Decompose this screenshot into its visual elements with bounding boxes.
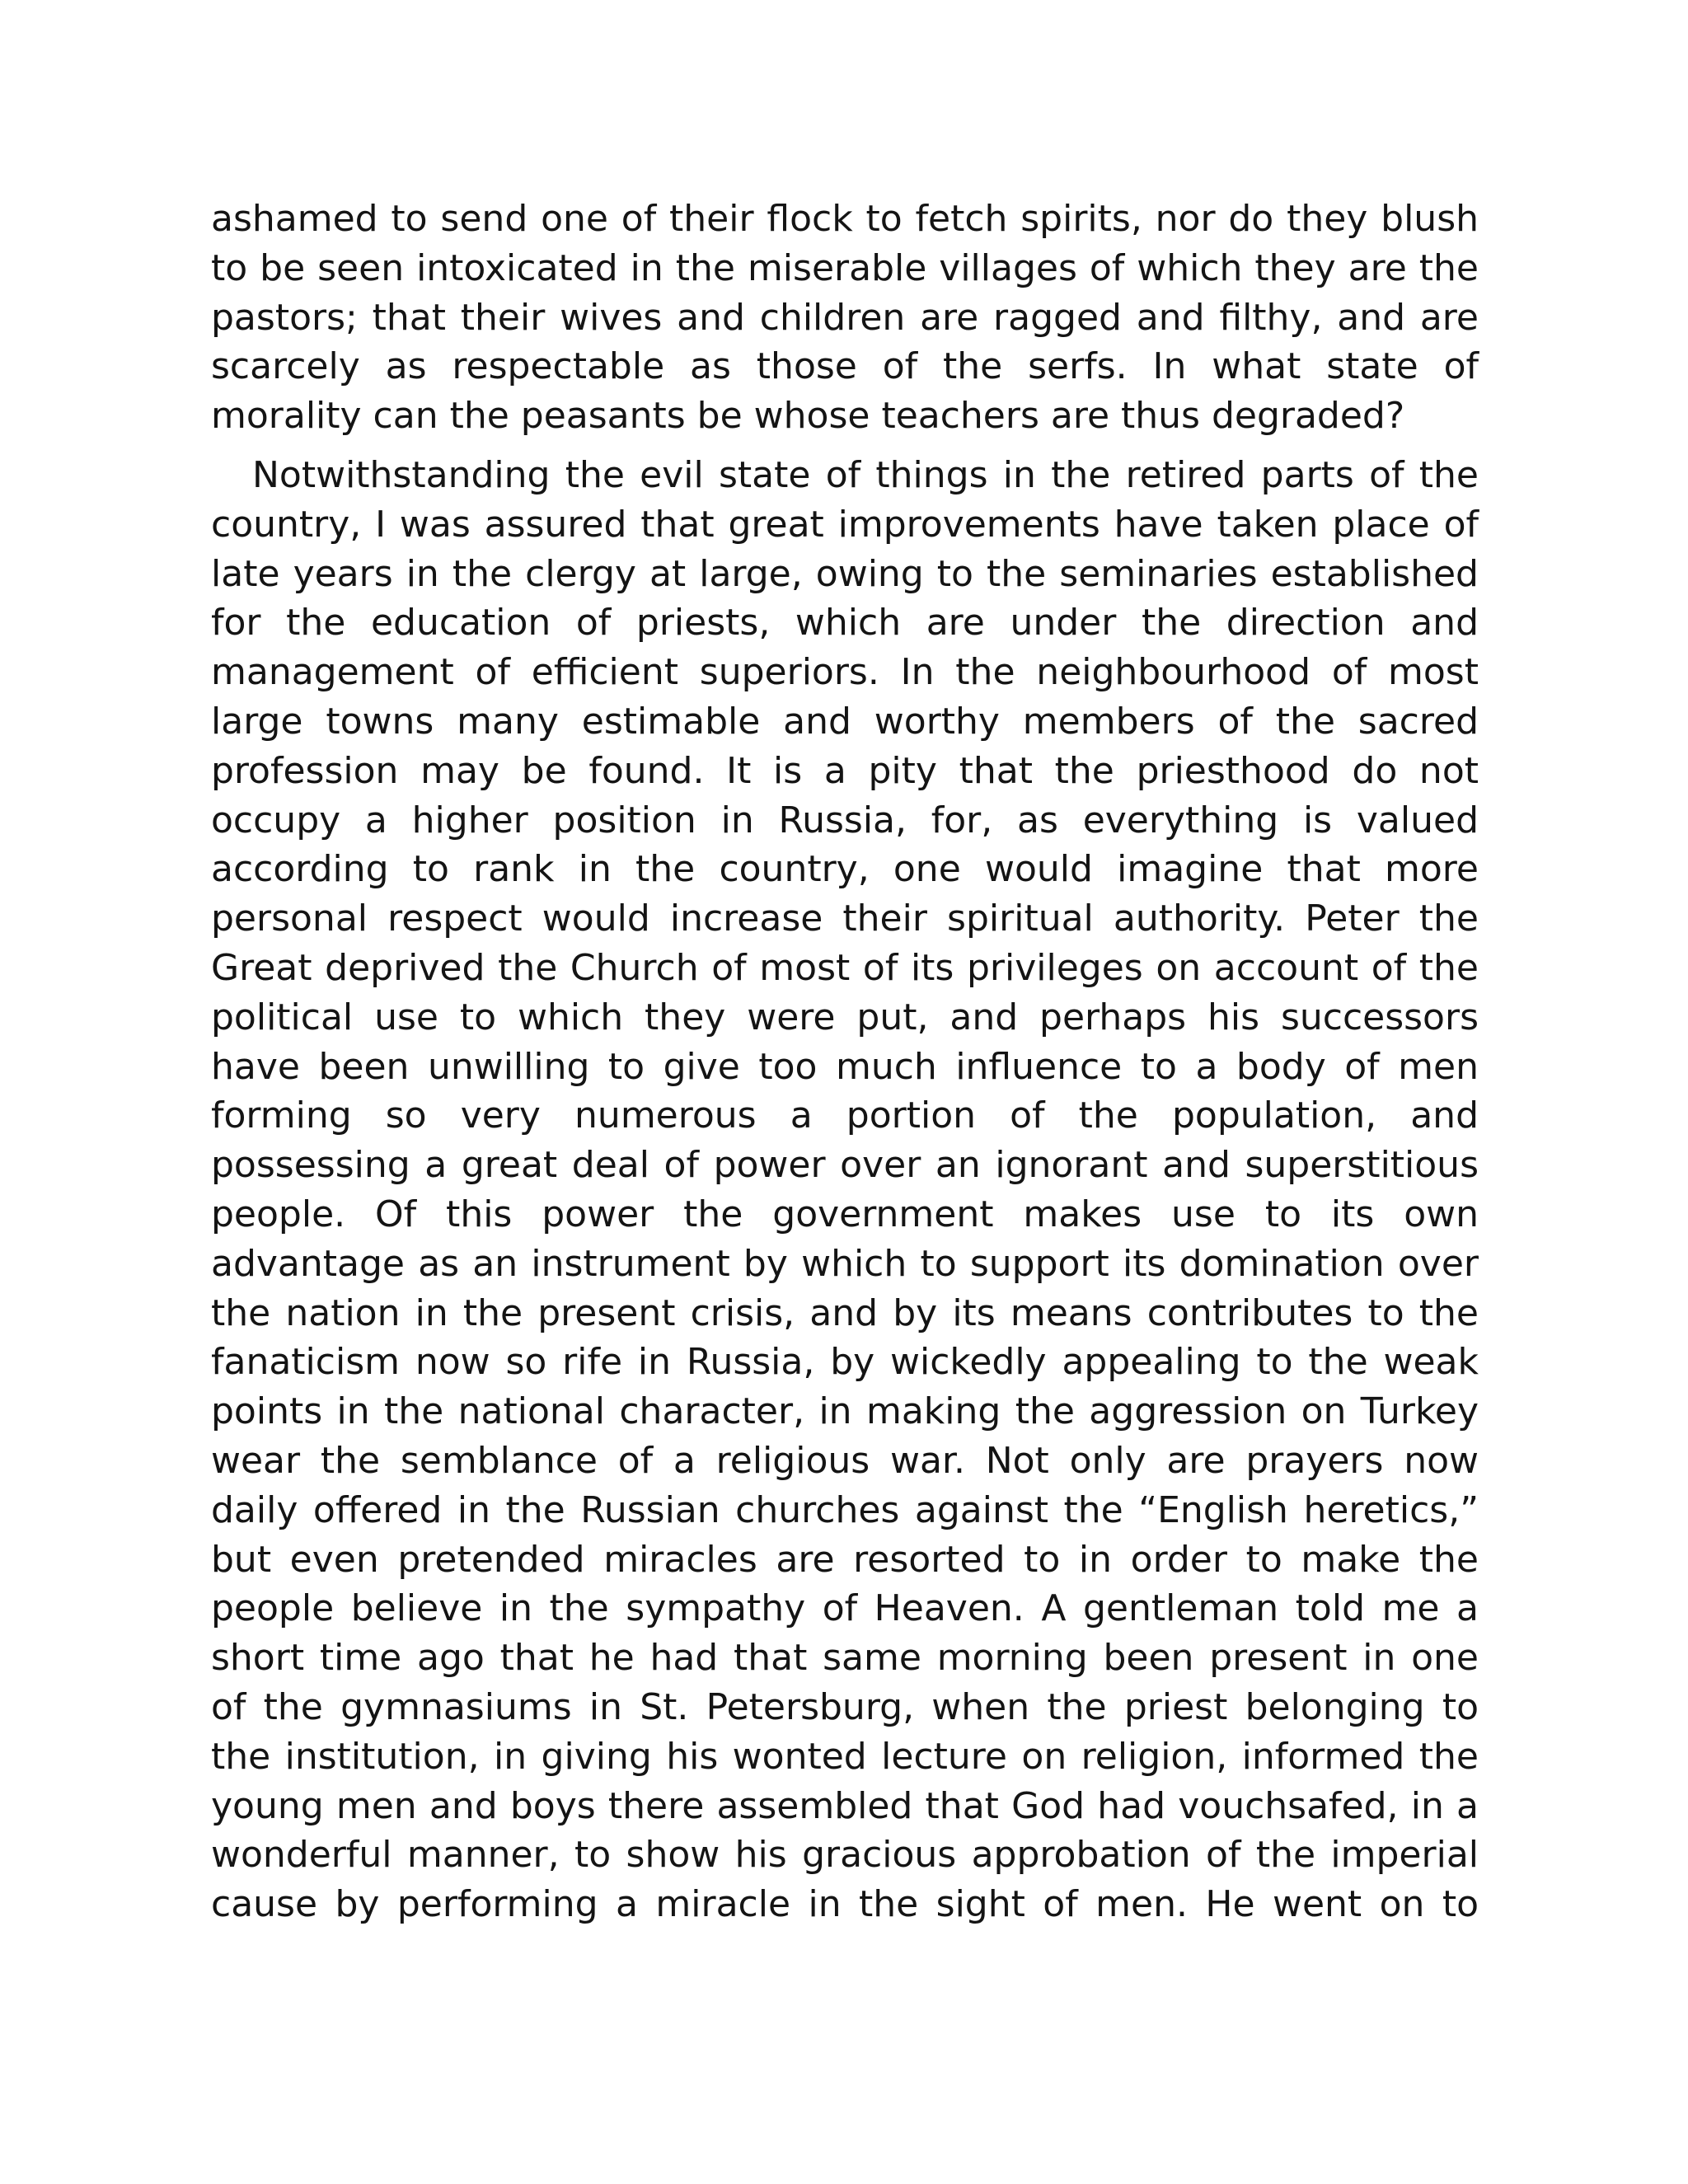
text-line: wonderful manner, to show his gracious approbation of the imperial <box>211 1834 1479 1877</box>
text-line: the institution, in giving his wonted lecture on religion, informed the <box>211 1735 1479 1778</box>
text-line: young men and boys there assembled that God had vouchsafed, in a <box>211 1784 1479 1827</box>
text-line: of the gymnasiums in St. Petersburg, when the priest belonging to <box>211 1685 1479 1728</box>
text-line: forming so very numerous a portion of the population, and <box>211 1094 1479 1137</box>
paragraph-continued <box>211 194 1479 441</box>
text-line: daily offered in the Russian churches against the “English heretics,” <box>211 1488 1479 1531</box>
text-line: the nation in the present crisis, and by its means contributes to the <box>211 1291 1479 1334</box>
text-line: fanaticism now so rife in Russia, by wickedly appealing to the weak <box>211 1341 1479 1384</box>
page-body <box>211 194 1479 1929</box>
text-line: scarcely as respectable as those of the serfs. In what state of <box>211 345 1479 388</box>
text-line: but even pretended miracles are resorted to in order to make the <box>211 1538 1479 1581</box>
text-line: political use to which they were put, and perhaps his successors <box>211 996 1479 1038</box>
text-line: personal respect would increase their spiritual authority. Peter the <box>211 898 1479 940</box>
text-line: pastors; that their wives and children are ragged and filthy, and are <box>211 296 1479 339</box>
text-line: management of efficient superiors. In the neighbourhood of most <box>211 651 1479 694</box>
text-line: to be seen intoxicated in the miserable villages of which they are the <box>211 246 1479 289</box>
text-line: wear the semblance of a religious war. Not only are prayers now <box>211 1439 1479 1482</box>
text-line: according to rank in the country, one would imagine that more <box>211 848 1479 891</box>
text-line: Notwithstanding the evil state of things in the retired parts of the <box>252 453 1479 496</box>
text-line: possessing a great deal of power over an ignorant and superstitious <box>211 1144 1479 1187</box>
text-line: for the education of priests, which are under the direction and <box>211 602 1479 644</box>
text-line: people. Of this power the government makes use to its own <box>211 1193 1479 1235</box>
text-line: country, I was assured that great improvements have taken place of <box>211 503 1479 546</box>
text-line: late years in the clergy at large, owing to the seminaries established <box>211 552 1479 595</box>
text-line: have been unwilling to give too much influence to a body of men <box>211 1045 1479 1088</box>
text-line: large towns many estimable and worthy members of the sacred <box>211 700 1479 743</box>
text-line: advantage as an instrument by which to support its domination over <box>211 1242 1479 1285</box>
paragraph-notwithstanding <box>211 451 1479 1929</box>
text-line: occupy a higher position in Russia, for, as everything is valued <box>211 799 1479 841</box>
text-line: morality can the peasants be whose teachers are thus degraded? <box>211 395 1405 438</box>
text-line: short time ago that he had that same morning been present in one <box>211 1637 1479 1680</box>
text-line: profession may be found. It is a pity that the priesthood do not <box>211 749 1479 792</box>
text-line: cause by performing a miracle in the sight of men. He went on to <box>211 1883 1479 1926</box>
text-line: points in the national character, in making the aggression on Turkey <box>211 1390 1479 1433</box>
text-line: Great deprived the Church of most of its privileges on account of the <box>211 946 1479 989</box>
text-line: people believe in the sympathy of Heaven. A gentleman told me a <box>211 1587 1479 1630</box>
text-line: ashamed to send one of their flock to fetch spirits, nor do they blush <box>211 198 1479 240</box>
